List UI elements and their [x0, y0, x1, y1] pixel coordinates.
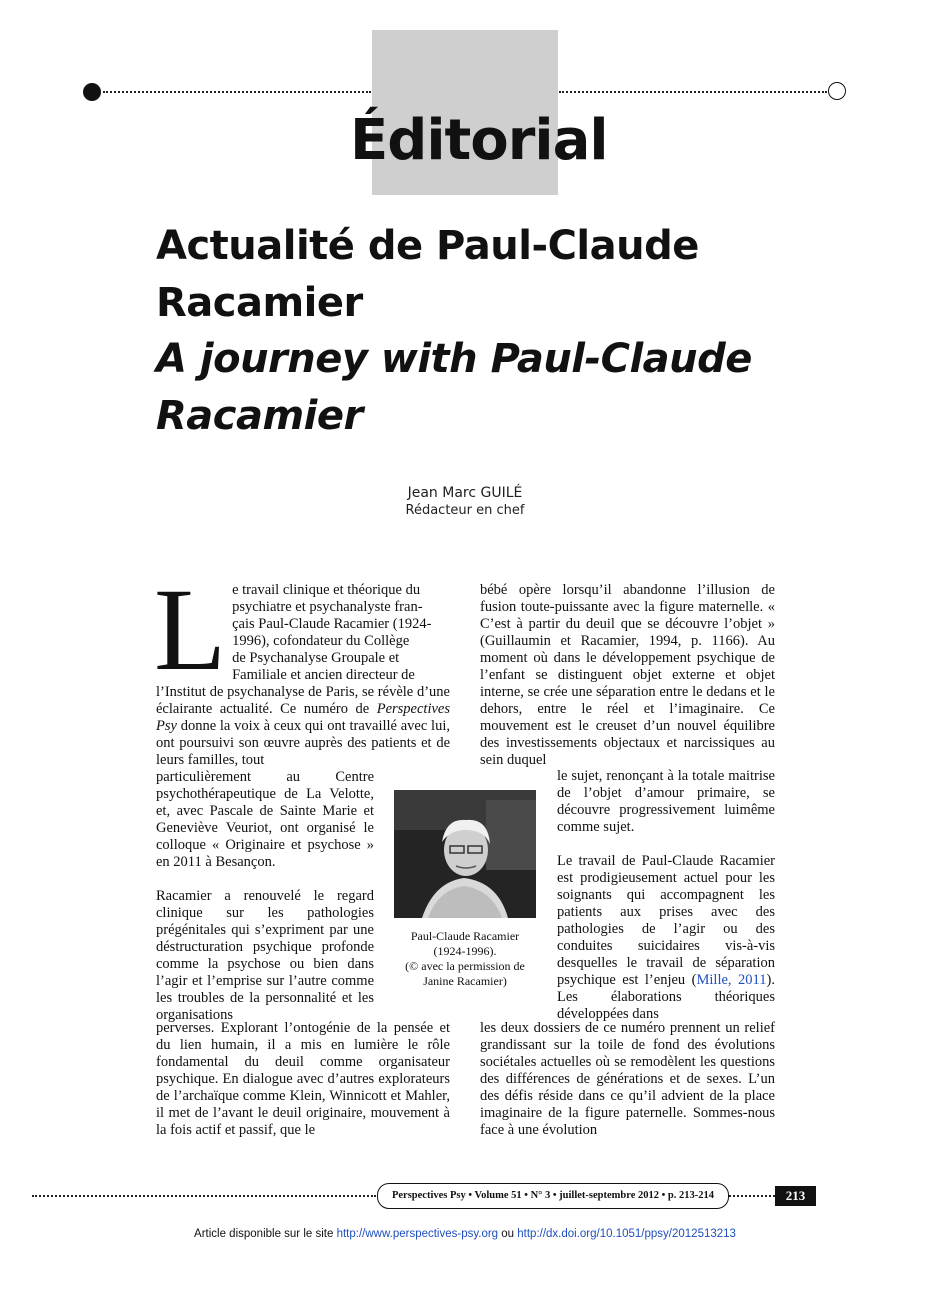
footer-dotted-rule-right — [729, 1195, 775, 1197]
author-name: Jean Marc GUILÉ — [407, 485, 523, 501]
header-dotted-rule-right — [559, 91, 827, 93]
intro-line: çais Paul-Claude Racamier (1924- — [232, 616, 432, 632]
footer-dotted-rule-left — [32, 1195, 376, 1197]
journal-name: Perspectives Psy — [156, 701, 450, 734]
portrait-photo — [394, 790, 536, 918]
paragraph-racamier-regard-continued: perverses. Explorant l’ontogénie de la pensée et du lien humain, il a mis en lumière le rôle fondamental du deuil comme organisateur psychique. En dialogue avec d’autres explorateurs de l’archaïque comme Klein, Winnicott et Mahler, il met de l’avant le deuil originaire, mouvement à la fois actif et passif, que le — [156, 1020, 450, 1138]
site-link[interactable]: http://www.perspectives-psy.org — [336, 1228, 499, 1240]
column-left-bottom — [156, 1020, 450, 1139]
citation-link-mille[interactable]: Mille, 2011 — [696, 972, 767, 988]
travail-text-post: ). Les élaborations théoriques développées dans — [557, 972, 775, 1022]
intro-line: 1996), cofondateur du Collège — [232, 633, 410, 649]
caption-line: (1924-1996). — [433, 944, 497, 958]
caption-line: Paul-Claude Racamier — [410, 929, 520, 943]
intro-line: de Psychanalyse Groupale et — [232, 650, 400, 666]
travail-text-pre: Le travail de Paul-Claude Racamier est prodigieusement actuel pour les soignants qui accompagnent les patients aux prises avec des pathologies de l’agir ou des conduites suicidaires vis-à-vis desquelles le travail de séparation psychique est l’enjeu ( — [557, 853, 775, 988]
header-right-circle — [828, 82, 846, 100]
paragraph-deuil-continued: le sujet, renonçant à la totale maitrise de l’objet d’amour primaire, se découvre progressivement luimême comme sujet. — [557, 768, 775, 835]
intro-line: Familiale et ancien directeur de — [232, 667, 415, 683]
page-number: 213 — [775, 1186, 816, 1206]
section-label: Éditorial — [350, 108, 608, 173]
column-right-top — [480, 582, 775, 769]
author-role: Rédacteur en chef — [405, 503, 525, 518]
paragraph-deuil-originaire: bébé opère lorsqu’il abandonne l’illusion de fusion toute-puissante avec la figure maternelle. « C’est à partir du deuil que se découvre l’objet » (Guillaumin et Racamier, 1994, p. 1166). Au moment où dans le développement psychique de l’enfant se distinguent objet externe et objet interne, se crée une séparation entre le dedans et le dehors, entre le réel et l’imaginaire. Ce mouvement est le creuset d’un nouvel équilibre des investissements objectaux et narcissiques au sein duquel — [480, 582, 775, 768]
intro-text-b: donne la voix à ceux qui ont travaillé avec lui, ont poursuivi son œuvre auprès des patients et de leurs familles, tout — [156, 718, 450, 768]
intro-line: psychiatre et psychanalyste fran- — [232, 599, 423, 615]
column-left-top — [154, 564, 450, 769]
photo-caption — [394, 929, 536, 989]
paragraph-travail-continued: les deux dossiers de ce numéro prennent un relief grandissant sur la toile de fond des évolutions sociétales actuelles où se remodèlent les questions des différences de générations et de sexes. L’un des défis réside dans ce qu’il advient de la place imaginaire de la figure paternelle. Sommes-nous face à une évolution — [480, 1020, 775, 1138]
paragraph-racamier-regard: Racamier a renouvelé le regard clinique sur les pathologies prégénitales qui s’expriment par une déstructuration psychique profonde comme la psychose ou bien dans l’agir et l’emprise sur l’autre comme les troubles de la personnalité et les organisations — [156, 888, 374, 1023]
availability-prefix: Article disponible sur le site — [194, 1228, 337, 1240]
portrait-image — [394, 790, 536, 918]
journal-citation: Perspectives Psy • Volume 51 • N° 3 • juillet-septembre 2012 • p. 213-214 — [377, 1183, 729, 1209]
paragraph-travail-actuel — [557, 853, 775, 1023]
intro-text-a: l’Institut de psychanalyse de Paris, se révèle d’une éclairante actualité. Ce numéro de — [156, 684, 450, 717]
availability-middle: ou — [498, 1228, 518, 1240]
column-right-narrow — [557, 768, 775, 1023]
column-right-bottom — [480, 1020, 775, 1139]
article-title-french: Actualité de Paul-Claude Racamier — [156, 223, 699, 326]
caption-line: (© avec la permission de — [405, 959, 525, 973]
article-title-english: A journey with Paul-Claude Racamier — [156, 336, 752, 439]
caption-line: Janine Racamier) — [423, 974, 507, 988]
intro-line: e travail clinique et théorique du — [232, 582, 421, 598]
header-left-dot — [83, 83, 101, 101]
intro-paragraph — [156, 684, 450, 769]
drop-cap: L — [154, 564, 227, 695]
availability-line — [0, 1228, 930, 1240]
doi-link[interactable]: http://dx.doi.org/10.1051/ppsy/2012513213 — [517, 1228, 736, 1240]
intro-paragraph-continued: particulièrement au Centre psychothérapeutique de La Velotte, et, avec Pascale de Sainte Marie et Geneviève Veuriot, ont organisé le colloque « Originaire et psychose » en 2011 à Besançon. — [156, 769, 374, 870]
column-left-narrow — [156, 769, 374, 1024]
header-dotted-rule-left — [103, 91, 371, 93]
author-block — [300, 484, 630, 520]
